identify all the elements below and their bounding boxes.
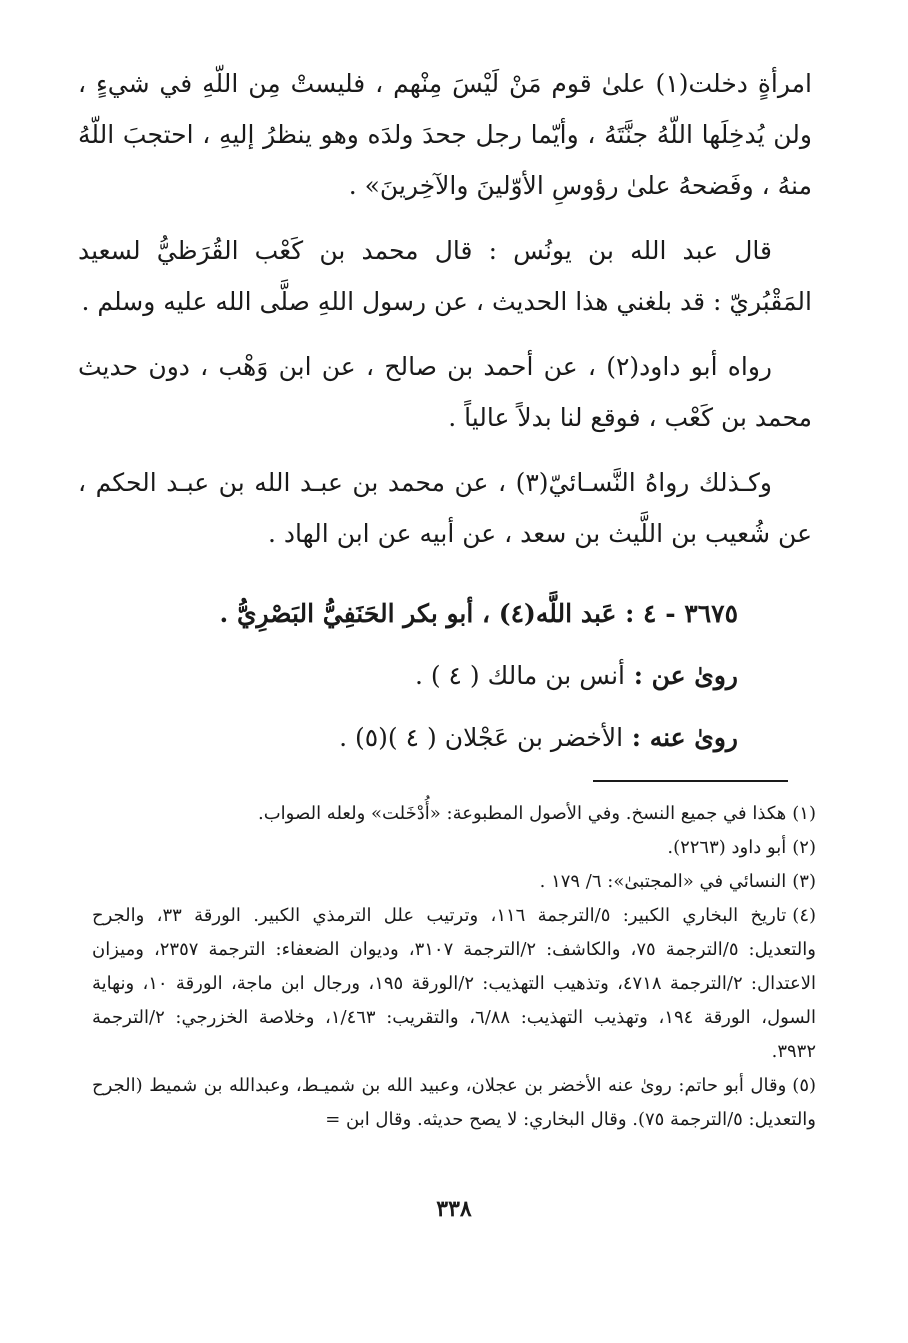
entry-rawa-an [415, 650, 738, 701]
main-text [78, 58, 812, 573]
footnote-text: تاريخ البخاري الكبير: ٥/الترجمة ١١٦، وترتيب علل الترمذي الكبير. الورقة ٣٣، والجرح والتعديل: ٥/الترجمة ٧٥، والكاشف: ٢/الترجمة ٣١٠٧، وديوان الضعفاء: الترجمة ٢٣٥٧، وميزان الاعتدال: ٢/الترجمة ٤٧١٨، وتذهيب التهذيب: ٢/الورقة ١٩٥، ورجال ابن ماجة، الورقة ١٠، ونهاية السول، الورقة ١٩٤، وتهذيب التهذيب: ٦/٨٨، والتقريب: ١/٤٦٣، وخلاصة الخزرجي: ٢/الترجمة ٣٩٣٢. [92, 905, 816, 1062]
footnote-text: النسائي في «المجتبىٰ»: ٦/ ١٧٩ . [539, 871, 787, 892]
footnote-1 [92, 797, 816, 831]
footnote-text: وقال أبو حاتم: روىٰ عنه الأخضر بن عجلان، وعبيد الله بن شميـط، وعبدالله بن شميط (الجرح والتعديل: ٥/الترجمة ٧٥). وقال البخاري: لا يصح حديثه. وقال ابن = [92, 1075, 816, 1130]
footnote-2 [92, 831, 816, 865]
footnote-divider [593, 780, 788, 782]
footnote-number: (١) [792, 803, 816, 824]
footnote-text: أبو داود (٢٢٦٣). [667, 837, 787, 858]
paragraph-hadith-end: امرأةٍ دخلت(١) علىٰ قوم مَنْ لَيْسَ مِنْهم ، فليستْ مِن اللّهِ في شيءٍ ، ولن يُدخِلَها اللّهُ جنَّتَهُ ، وأيّما رجل جحدَ ولدَه وهو ينظرُ إليهِ ، احتجبَ اللّهُ منهُ ، وفَضحهُ علىٰ رؤوسِ الأوّلينَ والآخِرينَ» . [78, 69, 812, 200]
footnote-5 [92, 1069, 816, 1137]
footnote-number: (٥) [792, 1075, 817, 1096]
footnote-number: (٣) [792, 871, 816, 892]
footnotes [92, 797, 816, 1137]
rawa-anhu-label: روىٰ عنه : [631, 723, 738, 752]
paragraph-abu-dawud: رواه أبو داود(٢) ، عن أحمد بن صالح ، عن ابن وَهْب ، دون حديث محمد بن كَعْب ، فوقع لنا بدلاً عالياً . [78, 352, 812, 432]
paragraph-abdullah-yunus: قال عبد الله بن يونُس : قال محمد بن كَعْب القُرَظيُّ لسعيد المَقْبُريّ : قد بلغني هذا الحديث ، عن رسول اللهِ صلَّى الله عليه وسلم . [78, 236, 812, 316]
rawa-an-value: أنس بن مالك ( ٤ ) . [414, 661, 625, 690]
entry-title: ٣٦٧٥ - ٤ : عَبد اللَّه(٤) ، أبو بكر الحَنَفِيُّ البَصْرِيُّ . [219, 599, 738, 628]
entry-rawa-anhu [339, 712, 738, 763]
page-number: ٣٣٨ [436, 1196, 472, 1222]
footnote-4 [92, 899, 816, 1069]
footnote-number: (٢) [792, 837, 816, 858]
footnote-number: (٤) [792, 905, 817, 926]
footnote-3 [92, 865, 816, 899]
rawa-an-label: روىٰ عن : [633, 661, 738, 690]
paragraph-nasai: وكـذلك رواهُ النَّسـائيّ(٣) ، عن محمد بن عبـد الله بن عبـد الحكم ، عن شُعيب بن اللَّيث بن سعد ، عن أبيه عن ابن الهاد . [78, 468, 812, 548]
rawa-anhu-value: الأخضر بن عَجْلان ( ٤ )(٥) . [339, 723, 624, 752]
footnote-text: هكذا في جميع النسخ. وفي الأصول المطبوعة: «أُدْخَلت» ولعله الصواب. [258, 803, 787, 824]
